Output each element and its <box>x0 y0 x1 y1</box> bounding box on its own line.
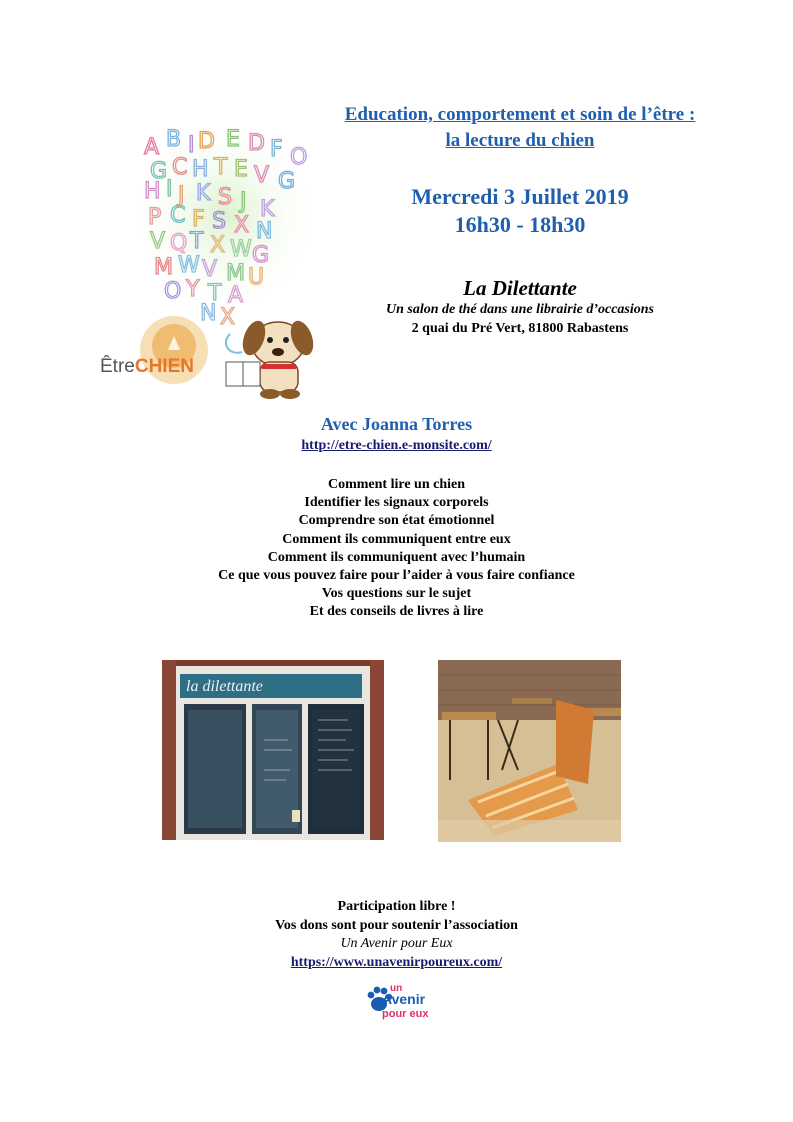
svg-text:K: K <box>196 181 211 206</box>
shop-sign-text: la dilettante <box>186 678 263 695</box>
svg-text:S: S <box>212 209 226 234</box>
svg-text:N: N <box>256 219 273 244</box>
topic-item: Comment lire un chien <box>327 477 465 492</box>
svg-text:S: S <box>218 185 232 210</box>
svg-text:E: E <box>234 157 248 182</box>
svg-text:T: T <box>190 229 204 254</box>
host-name: Avec Joanna Torres <box>320 414 473 434</box>
svg-text:U: U <box>248 265 265 290</box>
svg-text:C: C <box>170 203 186 228</box>
svg-text:O: O <box>290 145 308 170</box>
svg-text:G: G <box>252 243 270 268</box>
svg-text:X: X <box>234 213 250 238</box>
venue-subtitle: Un salon de thé dans une librairie d’occasions <box>386 302 654 317</box>
svg-text:F: F <box>192 207 205 232</box>
svg-text:D: D <box>198 129 215 154</box>
svg-text:N: N <box>200 301 217 326</box>
svg-text:D: D <box>248 131 265 156</box>
un-avenir-pour-eux-logo <box>362 982 442 1026</box>
svg-text:J: J <box>240 189 247 214</box>
venue-address: 2 quai du Pré Vert, 81800 Rabastens <box>411 321 629 336</box>
svg-text:J: J <box>178 183 185 208</box>
svg-text:X: X <box>220 305 236 330</box>
topic-item: Ce que vous pouvez faire pour l’aider à vous faire confiance <box>218 567 575 583</box>
logo-un: un <box>390 983 403 994</box>
topic-item: Identifier les signaux corporels <box>304 495 489 511</box>
svg-text:O: O <box>164 279 182 304</box>
svg-text:W: W <box>178 253 200 278</box>
svg-text:I: I <box>166 177 173 202</box>
logo-etre: Être <box>100 356 135 377</box>
topic-item: Comment ils communiquent entre eux <box>282 531 511 547</box>
svg-text:E: E <box>226 127 240 152</box>
svg-text:A: A <box>228 283 244 308</box>
svg-text:V: V <box>150 229 166 254</box>
svg-text:H: H <box>144 179 161 204</box>
svg-text:K: K <box>260 197 275 222</box>
svg-text:F: F <box>270 137 283 162</box>
venue-name: La Dilettante <box>463 276 577 300</box>
terrace-photo <box>438 660 621 842</box>
host-link-wrap <box>0 438 793 454</box>
topic-list <box>0 476 793 622</box>
svg-text:M: M <box>226 261 245 286</box>
host-website-link[interactable]: http://etre-chien.e-monsite.com/ <box>301 438 492 453</box>
association-link-wrap <box>0 954 793 973</box>
donation-text: Vos dons sont pour soutenir l’association <box>275 917 518 933</box>
svg-text:T: T <box>214 155 228 180</box>
event-title-line2: la lecture du chien <box>445 130 595 151</box>
svg-text:T: T <box>208 281 222 306</box>
event-title-line1: Education, comportement et soin de l’être : <box>344 104 696 125</box>
logo-chien: CHIEN <box>134 356 194 377</box>
svg-text:Q: Q <box>170 231 188 256</box>
association-website-link[interactable]: https://www.unavenirpoureux.com/ <box>290 954 503 970</box>
participation-text: Participation libre ! <box>337 899 456 914</box>
logo-pour-eux: pour eux <box>382 1008 429 1020</box>
svg-text:A: A <box>144 135 160 160</box>
svg-text:C: C <box>172 155 188 180</box>
svg-text:Y: Y <box>186 277 200 302</box>
svg-text:V: V <box>202 257 218 282</box>
event-date: Mercredi 3 Juillet 2019 <box>411 184 629 209</box>
svg-text:X: X <box>210 233 226 258</box>
topic-item: Et des conseils de livres à lire <box>309 604 484 620</box>
svg-text:H: H <box>192 157 209 182</box>
svg-text:G: G <box>150 159 168 184</box>
svg-text:V: V <box>254 163 270 188</box>
topic-item: Comment ils communiquent avec l’humain <box>267 549 526 565</box>
event-time: 16h30 - 18h30 <box>454 212 586 237</box>
topic-item: Vos questions sur le sujet <box>321 586 472 602</box>
association-name: Un Avenir pour Eux <box>340 936 453 951</box>
footer <box>0 898 793 972</box>
logo-avenir: Avenir <box>382 991 426 1007</box>
svg-text:W: W <box>230 237 252 262</box>
svg-text:B: B <box>166 127 182 152</box>
etre-chien-logo-text <box>100 356 194 378</box>
svg-text:G: G <box>278 169 296 194</box>
svg-text:I: I <box>188 133 195 158</box>
svg-text:P: P <box>148 205 162 230</box>
topic-item: Comprendre son état émotionnel <box>298 513 495 529</box>
svg-text:M: M <box>154 255 173 280</box>
